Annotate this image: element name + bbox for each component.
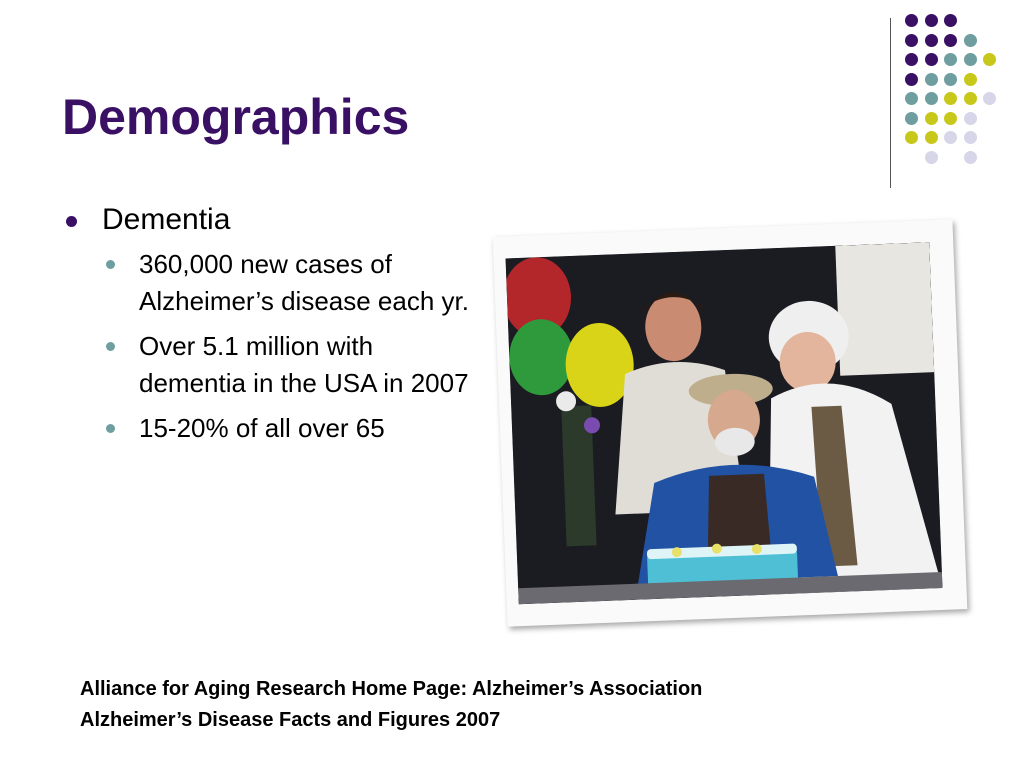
decor-dot bbox=[905, 112, 918, 125]
decor-dot bbox=[944, 73, 957, 86]
source-line: Alzheimer’s Disease Facts and Figures 2007 bbox=[80, 709, 501, 731]
decor-dot bbox=[925, 151, 938, 164]
sub-bullet-item bbox=[62, 410, 482, 447]
decor-dot-grid bbox=[905, 14, 1015, 174]
sub-bullet-text: Over 5.1 million with dementia in the USA in 2007 bbox=[139, 331, 469, 398]
sub-bullet-marker bbox=[106, 260, 115, 269]
sub-bullet-item bbox=[62, 246, 482, 320]
decor-dot bbox=[905, 34, 918, 47]
decor-dot bbox=[944, 92, 957, 105]
decor-dot bbox=[964, 112, 977, 125]
decor-dot bbox=[964, 53, 977, 66]
sub-bullet-text: 360,000 new cases of Alzheimer’s disease each yr. bbox=[139, 249, 469, 316]
decor-dot bbox=[925, 131, 938, 144]
decor-dot bbox=[905, 14, 918, 27]
decor-dot bbox=[944, 53, 957, 66]
decor-dot bbox=[925, 92, 938, 105]
sub-bullet-text: 15-20% of all over 65 bbox=[139, 413, 385, 443]
sub-bullet-list bbox=[62, 246, 482, 447]
decor-dot bbox=[944, 34, 957, 47]
decor-dot bbox=[944, 14, 957, 27]
decor-dot bbox=[964, 92, 977, 105]
bullet-list bbox=[62, 200, 482, 455]
sub-bullet-marker bbox=[106, 342, 115, 351]
sub-bullet-marker bbox=[106, 424, 115, 433]
decor-dot bbox=[925, 34, 938, 47]
birthday-party-photo bbox=[506, 242, 943, 604]
decor-dot bbox=[983, 53, 996, 66]
decor-dot bbox=[925, 73, 938, 86]
decor-dot bbox=[964, 34, 977, 47]
decor-dot bbox=[944, 112, 957, 125]
decor-dot bbox=[925, 53, 938, 66]
source-citation bbox=[80, 674, 960, 736]
decor-vertical-line bbox=[890, 18, 891, 188]
bullet-text: Dementia bbox=[102, 203, 231, 236]
source-line: Alliance for Aging Research Home Page: Alzheimer’s Association bbox=[80, 678, 703, 700]
bullet-item-dementia bbox=[62, 200, 482, 240]
decor-dot bbox=[944, 131, 957, 144]
slide-title: Demographics bbox=[62, 89, 410, 145]
decor-dot bbox=[964, 131, 977, 144]
decor-dot bbox=[964, 73, 977, 86]
decor-dot bbox=[905, 131, 918, 144]
decor-dot bbox=[925, 112, 938, 125]
decor-dot bbox=[964, 151, 977, 164]
decor-dot bbox=[905, 53, 918, 66]
sub-bullet-item bbox=[62, 328, 482, 402]
decor-dot bbox=[905, 92, 918, 105]
photo-illustration bbox=[506, 242, 943, 604]
photo-frame bbox=[493, 219, 968, 626]
bullet-marker bbox=[66, 216, 77, 227]
decor-dot bbox=[925, 14, 938, 27]
decor-dot bbox=[905, 73, 918, 86]
decor-dot bbox=[983, 92, 996, 105]
